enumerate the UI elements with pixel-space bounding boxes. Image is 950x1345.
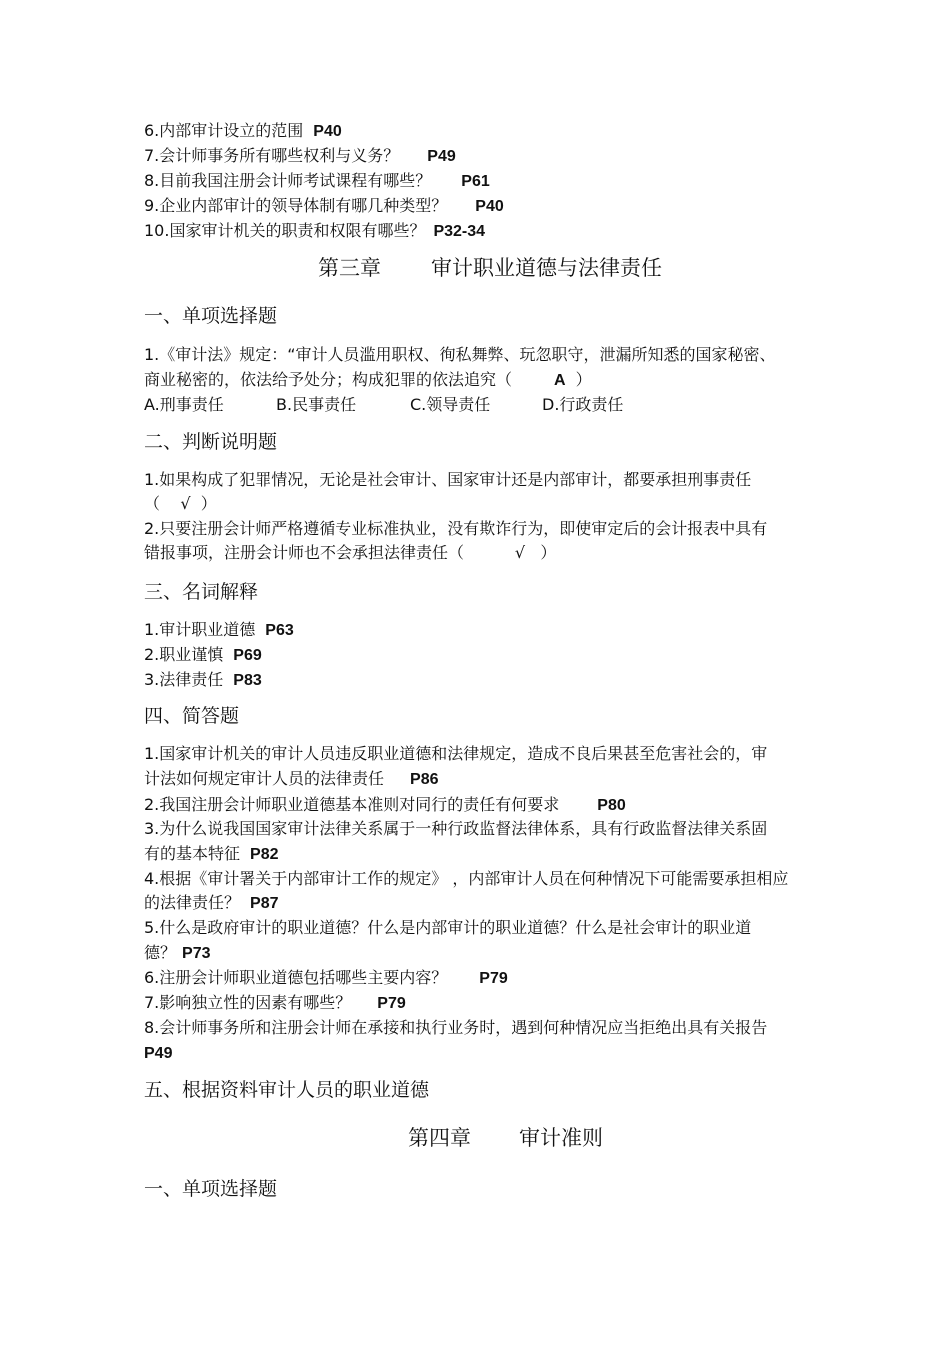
chapter-title (318, 255, 662, 281)
question-line (144, 370, 592, 391)
page-ref: P63 (265, 622, 294, 639)
page-ref: P49 (427, 148, 456, 165)
page-ref: P61 (461, 173, 490, 190)
question-text: 9.企业内部审计的领导体制有哪几种类型？ (144, 196, 448, 215)
paren-close: ） (575, 370, 592, 389)
page-ref: P40 (475, 198, 504, 215)
question-line (144, 221, 485, 242)
chapter-number: 第四章 (408, 1126, 471, 1150)
chapter-title (408, 1125, 603, 1151)
page-ref: P40 (313, 123, 342, 140)
question-text: 有的基本特征 (144, 844, 241, 863)
question-line (144, 769, 438, 790)
question-line (144, 795, 626, 816)
option-d: D.行政责任 (542, 395, 624, 414)
option-b: B.民事责任 (276, 395, 357, 414)
page-ref: P69 (233, 647, 262, 664)
question-line: 4.根据《审计署关于内部审计工作的规定》 ，内部审计人员在何种情况下可能需要承担相应 (144, 869, 789, 888)
section-heading: 五、根据资料审计人员的职业道德 (144, 1079, 430, 1101)
term-text: 3.法律责任 (144, 670, 224, 689)
section-heading: 四、简答题 (144, 705, 240, 727)
question-line (144, 1043, 172, 1064)
question-line: 3.为什么说我国国家审计法律关系属于一种行政监督法律体系，具有行政监督法律关系固 (144, 819, 768, 838)
question-line: 5.什么是政府审计的职业道德？什么是内部审计的职业道德？什么是社会审计的职业道 (144, 918, 752, 937)
question-text: 8.目前我国注册会计师考试课程有哪些？ (144, 171, 432, 190)
question-line (144, 844, 278, 865)
question-text: 7.影响独立性的因素有哪些？ (144, 993, 352, 1012)
term-text: 2.职业谨慎 (144, 645, 224, 664)
page-ref: P83 (233, 672, 262, 689)
page-ref: P87 (250, 895, 279, 912)
question-line (144, 893, 278, 914)
question-line (144, 146, 456, 167)
question-line: 1.《审计法》规定：“审计人员滥用职权、徇私舞弊、玩忽职守，泄漏所知悉的国家秘密、 (144, 345, 776, 364)
question-text: 2.我国注册会计师职业道德基本准则对同行的责任有何要求 (144, 795, 560, 814)
question-text: 的法律责任？ (144, 893, 241, 912)
question-text: 计法如何规定审计人员的法律责任 (144, 769, 385, 788)
question-line: 1.国家审计机关的审计人员违反职业道德和法律规定，造成不良后果甚至危害社会的，审 (144, 744, 768, 763)
question-text: 商业秘密的，依法给予处分；构成犯罪的依法追究（ (144, 370, 513, 389)
question-line (144, 196, 504, 217)
question-line (144, 121, 342, 142)
term-line (144, 620, 294, 641)
page-ref: P79 (377, 995, 406, 1012)
section-heading: 一、单项选择题 (144, 305, 278, 327)
term-line (144, 645, 262, 666)
chapter-number: 第三章 (318, 256, 381, 280)
page-ref: P73 (182, 945, 211, 962)
chapter-name: 审计职业道德与法律责任 (431, 256, 662, 280)
section-heading: 三、名词解释 (144, 581, 259, 603)
option-c: C.领导责任 (410, 395, 491, 414)
page-ref: P86 (410, 771, 439, 788)
term-line (144, 670, 262, 691)
page-ref: P49 (144, 1045, 173, 1062)
question-text: 10.国家审计机关的职责和权限有哪些？ (144, 221, 426, 240)
answer-choice: A (554, 372, 566, 389)
page-ref: P32-34 (433, 223, 486, 240)
question-text: 7.会计师事务所有哪些权利与义务？ (144, 146, 400, 165)
chapter-name: 审计准则 (519, 1126, 603, 1150)
question-text: 6.内部审计设立的范围 (144, 121, 304, 140)
section-heading: 二、判断说明题 (144, 431, 278, 453)
question-line (144, 943, 210, 964)
question-line (144, 171, 490, 192)
term-text: 1.审计职业道德 (144, 620, 256, 639)
question-line (144, 993, 406, 1014)
question-text: 6.注册会计师职业道德包括哪些主要内容？ (144, 968, 448, 987)
question-line: 错报事项，注册会计师也不会承担法律责任（ √ ） (144, 543, 557, 562)
question-text: 德？ (144, 943, 177, 962)
page-ref: P79 (479, 970, 508, 987)
answer-mark: （ √ ） (144, 494, 217, 513)
question-line: 2.只要注册会计师严格遵循专业标准执业，没有欺诈行为，即使审定后的会计报表中具有 (144, 519, 768, 538)
page-ref: P82 (250, 846, 279, 863)
question-line (144, 968, 508, 989)
section-heading: 一、单项选择题 (144, 1178, 278, 1200)
option-a: A.刑事责任 (144, 395, 224, 414)
page-ref: P80 (597, 797, 626, 814)
question-line: 8.会计师事务所和注册会计师在承接和执行业务时，遇到何种情况应当拒绝出具有关报告 (144, 1018, 768, 1037)
question-line: 1.如果构成了犯罪情况，无论是社会审计、国家审计还是内部审计，都要承担刑事责任 (144, 470, 752, 489)
